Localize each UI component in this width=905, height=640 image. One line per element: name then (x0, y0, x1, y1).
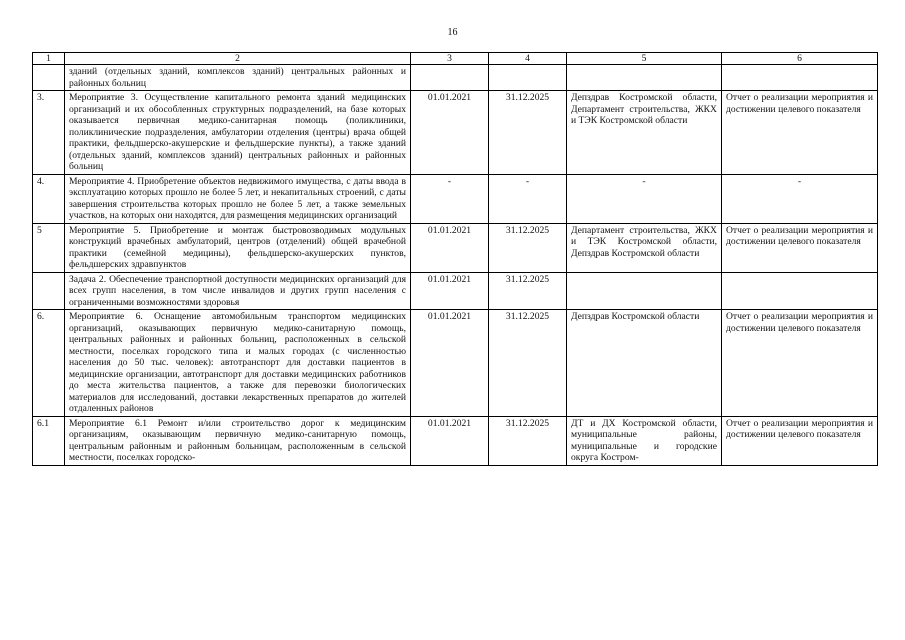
result: Отчет о реализации мероприятия и достижении целевого показателя (722, 416, 878, 465)
start-date: - (411, 174, 489, 223)
start-date (411, 65, 489, 91)
end-date: 31.12.2025 (489, 272, 567, 310)
table-row (33, 91, 878, 175)
row-number: 3. (33, 91, 65, 175)
table-row (33, 272, 878, 310)
column-header: 2 (65, 53, 411, 65)
result: Отчет о реализации мероприятия и достижении целевого показателя (722, 91, 878, 175)
table-row (33, 310, 878, 417)
measure-text: Мероприятие 3. Осуществление капитального ремонта зданий медицинских организаций и их обособленных структурных подразделений, на базе которых оказывается первичная медико-санитарная помощь (поликлиники, поликлинические подразделения, амбулатории отделения (центры) врача общей практики, фельдшерско-акушерские и фельдшерские пункты), а также зданий (отдельных зданий, комплексов зданий) центральных районных и районных больниц (65, 91, 411, 175)
start-date: 01.01.2021 (411, 223, 489, 272)
row-number: 6. (33, 310, 65, 417)
table-row (33, 174, 878, 223)
start-date: 01.01.2021 (411, 310, 489, 417)
executor: Депздрав Костромской области (567, 310, 722, 417)
measure-text: Мероприятие 4. Приобретение объектов недвижимого имущества, с даты ввода в эксплуатацию которых прошло не более 5 лет, и некапитальных строений, с даты завершения строительства которых прошло не более 5 лет, а также земельных участков, на которых они находятся, для размещения медицинских организаций (65, 174, 411, 223)
row-number: 5 (33, 223, 65, 272)
table-header-row (33, 53, 878, 65)
row-number (33, 272, 65, 310)
executor: Депздрав Костромской области, Департамент строительства, ЖКХ и ТЭК Костромской области (567, 91, 722, 175)
end-date: 31.12.2025 (489, 310, 567, 417)
executor: ДТ и ДХ Костромской области, муниципальные районы, муниципальные и городские округа Костром- (567, 416, 722, 465)
task-text: Задача 2. Обеспечение транспортной доступности медицинских организаций для всех групп населения, в том числе инвалидов и других групп населения с ограниченными возможностями здоровья (65, 272, 411, 310)
row-number: 6.1 (33, 416, 65, 465)
end-date: 31.12.2025 (489, 223, 567, 272)
table-row (33, 223, 878, 272)
executor: Департамент строительства, ЖКХ и ТЭК Костромской области, Депздрав Костромской области (567, 223, 722, 272)
executor (567, 272, 722, 310)
column-header: 1 (33, 53, 65, 65)
end-date: - (489, 174, 567, 223)
table-row (33, 65, 878, 91)
measure-text: зданий (отдельных зданий, комплексов зданий) центральных районных и районных больниц (65, 65, 411, 91)
measure-text: Мероприятие 6.1 Ремонт и/или строительство дорог к медицинским организациям, оказывающим первичную медико-санитарную помощь, центральным районным и районным больницам, расположенным в сельской местности, поселках городско- (65, 416, 411, 465)
result (722, 65, 878, 91)
measure-text: Мероприятие 5. Приобретение и монтаж быстровозводимых модульных конструкций врачебных амбулаторий, центров (отделений) общей врачебной практики (семейной медицины), фельдшерско-акушерских пунктов, фельдшерских здравпунктов (65, 223, 411, 272)
measure-text: Мероприятие 6. Оснащение автомобильным транспортом медицинских организаций, оказывающих первичную медико-санитарную помощь, центральных районных и районных больниц, расположенных в сельской местности, поселках городского типа и малых городах (с численностью населения до 50 тыс. человек): автотранспорт для доставки пациентов в медицинские организации, автотранспорт для доставки медицинских работников до места жительства пациентов, а также для перевозки биологических материалов для исследований, доставки лекарственных препаратов до жителей отдаленных районов (65, 310, 411, 417)
start-date: 01.01.2021 (411, 91, 489, 175)
result: Отчет о реализации мероприятия и достижении целевого показателя (722, 223, 878, 272)
row-number (33, 65, 65, 91)
start-date: 01.01.2021 (411, 272, 489, 310)
start-date: 01.01.2021 (411, 416, 489, 465)
column-header: 3 (411, 53, 489, 65)
column-header: 4 (489, 53, 567, 65)
end-date (489, 65, 567, 91)
result: - (722, 174, 878, 223)
result: Отчет о реализации мероприятия и достижении целевого показателя (722, 310, 878, 417)
column-header: 6 (722, 53, 878, 65)
page-number: 16 (447, 27, 458, 38)
row-number: 4. (33, 174, 65, 223)
end-date: 31.12.2025 (489, 416, 567, 465)
measures-table (32, 52, 878, 466)
result (722, 272, 878, 310)
end-date: 31.12.2025 (489, 91, 567, 175)
table-row (33, 416, 878, 465)
column-header: 5 (567, 53, 722, 65)
executor: - (567, 174, 722, 223)
executor (567, 65, 722, 91)
